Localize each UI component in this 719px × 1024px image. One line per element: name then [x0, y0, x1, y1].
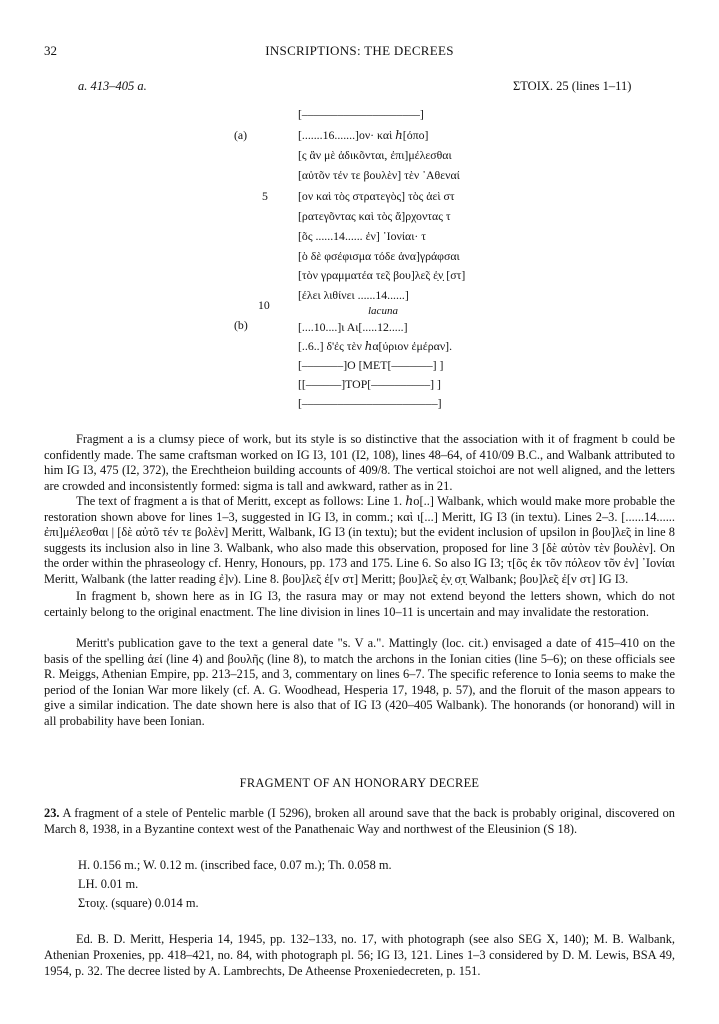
- inscription-line: [–––––––––––––––––––––––]: [298, 396, 442, 410]
- inscription-line: [ς ἂν μὲ ἀδικõνται, ἐπι]μέλεσθαι: [298, 148, 452, 162]
- inscription-line: [αὐτõν τέν τε βουλὲν] τὲν ᾿Αθεναί: [298, 168, 460, 182]
- fragment-b-label: (b): [234, 318, 248, 332]
- inscription-date: a. 413–405 a.: [78, 79, 147, 93]
- inscription-line: [τὸν γραμματέα τε̃ς βου]λε̃ς ἐ̣ν̣ [στ]: [298, 268, 466, 282]
- inscription-line: [έλει λιθίνει ......14......]: [298, 288, 409, 302]
- fragment-a-label: (a): [234, 128, 248, 142]
- commentary-paragraph: In fragment b, shown here as in IG I3, the rasura may or may not extend beyond the letters shown, which do not certainly belong to the original enactment. The line division in lines 10–11 is uncertain and may invalidate the restoration.: [44, 589, 675, 619]
- inscription-line: [––––––––––––––––––––]: [298, 107, 424, 121]
- inscription-line: [ὸ δὲ φσέφισμα τόδε ἀνα]γράφσαι: [298, 249, 460, 263]
- inscription-line: [ον καὶ τὸς στρατεγὸς] τὸς ἀεὶ στ: [298, 189, 455, 203]
- entry-text: A fragment of a stele of Pentelic marble (I 5296), broken all around save that the back is probably original, discovered on March 8, 1938, in a Byzantine context west of the Panathenaic Way and northwest of the Eleusinion (S 18).: [44, 806, 675, 836]
- catalogue-entry: [44, 806, 675, 837]
- inscription-line: [ρατεγõντας καὶ τὸς ἄ]ρχοντας τ: [298, 209, 451, 223]
- line-number-10: 10: [258, 298, 270, 312]
- measurement-line: Στοιχ. (square) 0.014 m.: [78, 896, 199, 910]
- measurement-line: H. 0.156 m.; W. 0.12 m. (inscribed face, 0.07 m.); Th. 0.058 m.: [78, 858, 392, 872]
- inscription-line: [.......16.......]ον· καὶ ℎ[όπο]: [298, 128, 429, 142]
- lacuna-note: lacuna: [368, 305, 398, 317]
- commentary-paragraph: Meritt's publication gave to the text a general date "s. V a.". Mattingly (loc. cit.) envisaged a date of 415–410 on the basis of the spelling ἀεί (line 4) and βουλῆς (line 8), to match the archons in the Ionian cities (line 5–6); on these officials see R. Meiggs, Athenian Empire, pp. 213–215, and 3, commentary on lines 6–7. The specific reference to Ionia seems to make the period of the Ionian War more likely (cf. A. G. Woodhead, Hesperia 17, 1948, p. 57), and the floruit of the mason appears to give a similar indication. The date shown here is also that of IG I3 (420–405 Walbank). The honorands (or honorand) will in all probability have been Ionian.: [44, 636, 675, 728]
- inscription-line: [õς ......14...... ἐν] ᾿Ιονίαι· τ: [298, 229, 426, 243]
- line-number-5: 5: [262, 189, 268, 203]
- inscription-line: [[––––––]ΤΟΡ[––––––––––] ]: [298, 377, 441, 391]
- entry-number: 23.: [44, 806, 60, 820]
- measurement-line: LH. 0.01 m.: [78, 877, 139, 891]
- stoichedon-note: ΣΤΟΙΧ. 25 (lines 1–11): [513, 79, 632, 93]
- inscription-line: [–––––––]Ο [ΜΕΤ[–––––––] ]: [298, 358, 444, 372]
- commentary-paragraph: The text of fragment a is that of Meritt, except as follows: Line 1. ℎο[..] Walbank, which would make more probable the restoration shown above for lines 1–3, suggested in IG I3, in comm.; καὶ ι[...] Meritt, IG I3 (in textu). Lines 2–3. [......14...... ἐπι]μέλεσθαι | [δὲ αὐτõ τέν τε βολὲν] Meritt, Walbank, IG I3 (in textu); but the evident inclusion of upsilon in βου]λε̃ς in line 8 suggests its inclusion also in line 3. Walbank, who also made this observation, proposed for line 3 [δὲ αὐτὸν τὲν βουλὲν]. On the order within the phraseology cf. Henry, Honours, pp. 173 and 175. Line 6. So also IG I3; τ[õς ἐκ τõν πόλεον τõν ἐν] ᾿Ιονίαι Meritt, Walbank (the latter reading ἐ]ν). Line 8. βου]λε̃ς ἐ[ν στ] Meritt; βου]λε̃ς ἐ̣ν̣ σ̣τ̣ Walbank; βου]λε̃ς ἐ[ν στ] IG I3.: [44, 494, 675, 586]
- commentary-paragraph: Fragment a is a clumsy piece of work, but its style is so distinctive that the association with it of fragment b could be confidently made. The same craftsman worked on IG I3, 101 (I2, 108), lines 48–64, of 410/09 B.C., and Walbank attributed to him IG I3, 475 (I2, 372), the Erechtheion building accounts of 409/8. The vertical stoichoi are not well aligned, and the letters are crowded and inconsistently formed: sigma is tall and awkward, rather as in 21.: [44, 432, 675, 493]
- inscription-line: [....10....]ι Αι[.....12.....]: [298, 320, 408, 334]
- running-title: INSCRIPTIONS: THE DECREES: [265, 43, 454, 58]
- inscription-line: [..6..] δ'ἐς τὲν ℎα[ύριον ἐμέραν].: [298, 339, 453, 353]
- editions-paragraph: Ed. B. D. Meritt, Hesperia 14, 1945, pp. 132–133, no. 17, with photograph (see also SEG X, 140); M. B. Walbank, Athenian Proxenies, pp. 418–421, no. 84, with photograph pl. 56; IG I3, 121. Lines 1–3 considered by D. M. Lewis, BSA 49, 1954, p. 32. The decree listed by A. Lambrechts, De Atheense Proxeniedecreten, p. 151.: [44, 932, 675, 978]
- section-title: FRAGMENT OF AN HONORARY DECREE: [239, 776, 480, 790]
- page-number: 32: [44, 43, 57, 58]
